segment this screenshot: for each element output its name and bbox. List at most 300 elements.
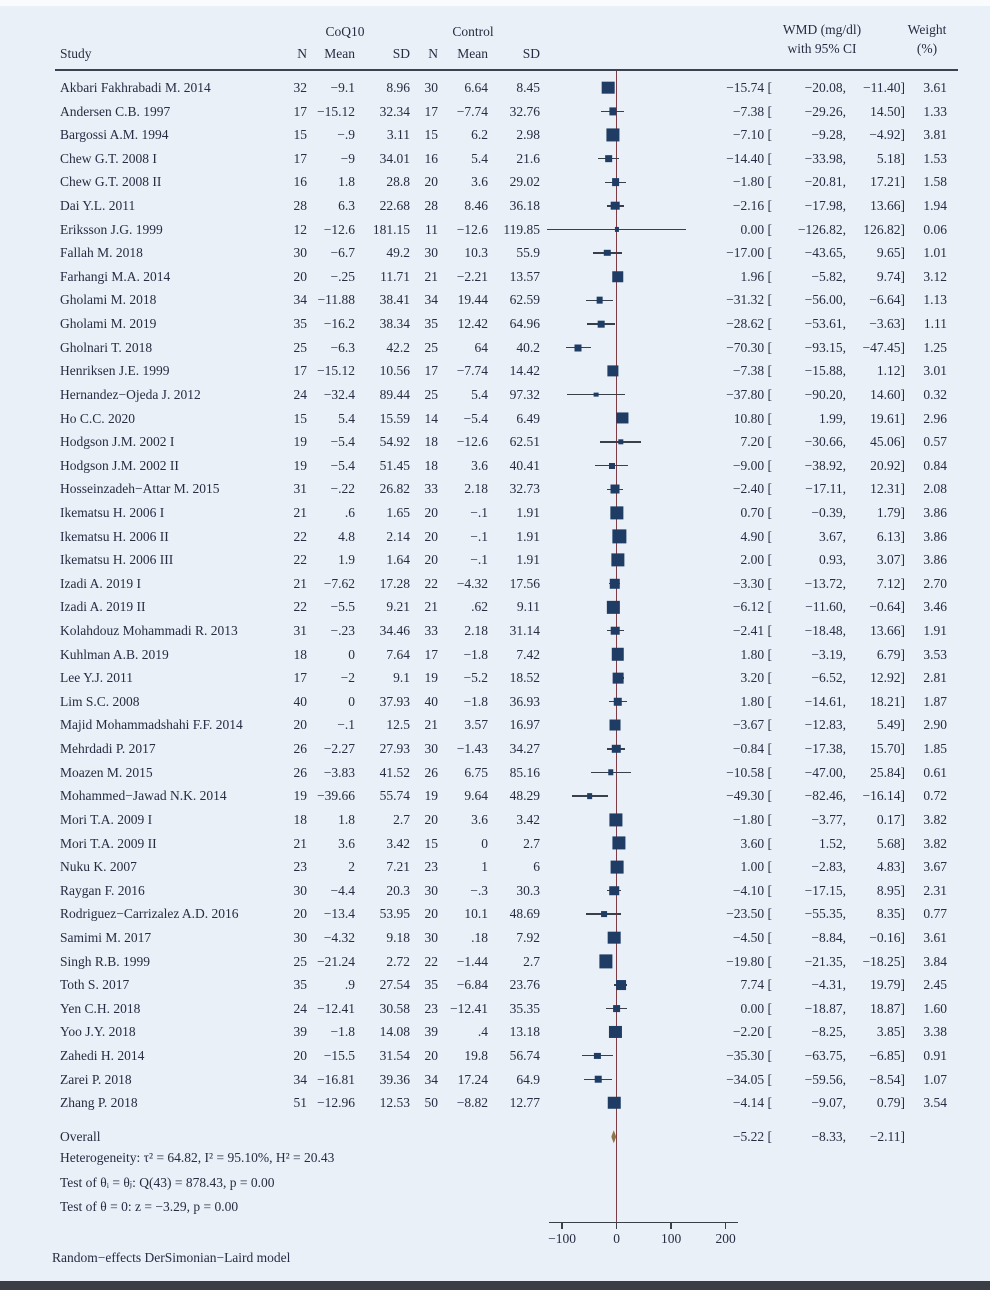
heterogeneity-stats: Heterogeneity: τ² = 64.82, I² = 95.10%, H² = 20.43	[60, 1150, 335, 1165]
coq10-sd: 2.14	[386, 528, 410, 544]
wmd-ci-low: −15.88,	[804, 363, 846, 379]
wmd-estimate: 4.90 [	[740, 528, 772, 544]
table-row	[0, 902, 990, 926]
table-row	[0, 383, 990, 407]
control-sd: 2.98	[516, 127, 540, 143]
table-row	[0, 832, 990, 856]
control-mean: −1.44	[456, 953, 488, 969]
wmd-estimate: −15.74 [	[726, 80, 772, 95]
x-axis-tick-label: 0	[613, 1231, 620, 1246]
effect-square	[599, 955, 612, 968]
study-name: Yoo J.Y. 2018	[60, 1024, 136, 1040]
weight-value: 0.57	[923, 434, 947, 450]
wmd-estimate: −0.84 [	[732, 741, 772, 757]
wmd-estimate: −70.30 [	[726, 339, 772, 355]
group-header-control: Control	[452, 24, 494, 39]
coq10-n: 20	[293, 1047, 307, 1063]
wmd-estimate: 7.74 [	[740, 977, 772, 993]
control-n: 33	[424, 623, 438, 639]
coq10-mean: 1.8	[338, 174, 355, 190]
effect-square	[610, 886, 620, 896]
table-row	[0, 737, 990, 761]
effect-square	[609, 720, 620, 731]
coq10-n: 17	[293, 670, 307, 686]
coq10-n: 31	[293, 481, 307, 497]
wmd-ci-low: −17.15,	[804, 882, 846, 898]
coq10-n: 31	[293, 623, 307, 639]
x-axis-tick-label: −100	[548, 1231, 577, 1246]
group-header-coq10: CoQ10	[325, 24, 365, 39]
wmd-ci-low: −2.83,	[811, 859, 846, 875]
weight-value: 3.38	[923, 1024, 947, 1040]
weight-value: 3.46	[923, 599, 947, 615]
effect-square	[608, 1097, 620, 1109]
coq10-mean: −32.4	[323, 386, 355, 402]
coq10-sd: 54.92	[379, 434, 410, 450]
weight-value: 2.70	[923, 575, 947, 591]
coq10-sd: 34.46	[379, 623, 410, 639]
control-mean: −12.6	[456, 221, 488, 237]
control-sd: 9.11	[516, 599, 540, 615]
wmd-ci-high: 3.85]	[876, 1024, 905, 1040]
wmd-ci-high: 8.95]	[876, 882, 905, 898]
wmd-ci-high: −3.63]	[869, 316, 905, 332]
forest-plot-cell	[545, 265, 743, 289]
weight-value: 3.12	[923, 268, 947, 284]
wmd-ci-high: 12.31]	[870, 481, 905, 497]
coq10-mean: −2.27	[323, 741, 355, 757]
wmd-ci-high: 17.21]	[870, 174, 905, 190]
control-n: 50	[424, 1095, 438, 1111]
table-row	[0, 808, 990, 832]
effect-square	[609, 813, 622, 826]
coq10-mean: 5.4	[338, 410, 355, 426]
control-sd: 40.2	[516, 339, 540, 355]
study-name: Gholami M. 2019	[60, 316, 157, 332]
forest-plot-cell	[545, 501, 743, 525]
wmd-ci-high: 19.61]	[870, 410, 905, 426]
wmd-ci-high: −0.64]	[869, 599, 905, 615]
table-row	[0, 761, 990, 785]
weight-value: 2.08	[923, 481, 947, 497]
wmd-ci-low: −17.38,	[804, 741, 846, 757]
coq10-n: 18	[293, 646, 307, 662]
effect-square	[611, 627, 620, 636]
weight-value: 1.91	[923, 623, 947, 639]
wmd-estimate: −14.40 [	[726, 150, 772, 166]
coq10-sd: 41.52	[379, 764, 410, 780]
control-n: 18	[424, 457, 438, 473]
wmd-estimate: −17.00 [	[726, 245, 772, 261]
forest-plot-cell	[545, 643, 743, 667]
effect-square	[612, 178, 620, 186]
wmd-estimate: −35.30 [	[726, 1047, 772, 1063]
coq10-mean: −.22	[330, 481, 355, 497]
coq10-n: 24	[293, 1000, 307, 1016]
control-n: 39	[424, 1024, 438, 1040]
column-header-control-mean: Mean	[457, 46, 488, 61]
study-name: Bargossi A.M. 1994	[60, 127, 169, 143]
coq10-sd: 15.59	[379, 410, 410, 426]
coq10-mean: 2	[348, 859, 355, 875]
coq10-n: 21	[293, 575, 307, 591]
study-name: Ikematsu H. 2006 I	[60, 504, 165, 520]
coq10-mean: −5.5	[330, 599, 355, 615]
effect-square	[609, 1026, 621, 1038]
forest-plot-cell	[545, 383, 743, 407]
study-name: Kuhlman A.B. 2019	[60, 646, 169, 662]
forest-plot-cell	[545, 973, 743, 997]
effect-square	[598, 321, 605, 328]
control-n: 15	[424, 835, 438, 851]
forest-plot-cell	[545, 1068, 743, 1092]
wmd-ci-high: 8.35]	[876, 906, 905, 922]
control-n: 19	[424, 788, 438, 804]
coq10-mean: −.1	[337, 717, 355, 733]
weight-value: 1.53	[923, 150, 947, 166]
control-mean: 6.2	[471, 127, 488, 143]
table-row	[0, 288, 990, 312]
control-n: 14	[424, 410, 438, 426]
study-name: Raygan F. 2016	[60, 882, 145, 898]
weight-value: 0.77	[923, 906, 947, 922]
header-rule	[55, 69, 958, 71]
control-sd: 97.32	[509, 386, 540, 402]
coq10-n: 12	[293, 221, 307, 237]
coq10-sd: 12.53	[379, 1095, 410, 1111]
wmd-estimate: −4.14 [	[732, 1095, 772, 1111]
coq10-mean: −16.81	[317, 1071, 355, 1087]
effect-square	[615, 227, 619, 231]
control-sd: 30.3	[516, 882, 540, 898]
control-sd: 40.41	[509, 457, 540, 473]
weight-value: 1.85	[923, 741, 947, 757]
coq10-mean: 1.8	[338, 811, 355, 827]
wmd-estimate: −1.80 [	[732, 811, 772, 827]
control-n: 30	[424, 929, 438, 945]
forest-plot-cell	[545, 926, 743, 950]
coq10-sd: 34.01	[379, 150, 410, 166]
control-mean: −1.8	[463, 693, 488, 709]
wmd-ci-low: −13.72,	[804, 575, 846, 591]
control-mean: −4.32	[456, 575, 488, 591]
study-name: Eriksson J.G. 1999	[60, 221, 163, 237]
effect-square	[606, 128, 619, 141]
wmd-ci-low: 0.93,	[819, 552, 846, 568]
wmd-ci-high: 0.79]	[876, 1095, 905, 1111]
table-row	[0, 407, 990, 431]
control-mean: 8.46	[464, 198, 488, 214]
coq10-n: 34	[293, 292, 307, 308]
wmd-ci-low: −17.98,	[804, 198, 846, 214]
wmd-estimate: −4.50 [	[732, 929, 772, 945]
control-sd: 62.59	[509, 292, 540, 308]
coq10-mean: −11.88	[317, 292, 355, 308]
control-sd: 17.56	[509, 575, 540, 591]
weight-value: 3.01	[923, 363, 947, 379]
wmd-estimate: −1.80 [	[732, 174, 772, 190]
wmd-estimate: −31.32 [	[726, 292, 772, 308]
coq10-mean: −6.3	[330, 339, 355, 355]
wmd-ci-low: −33.98,	[804, 150, 846, 166]
table-row	[0, 950, 990, 974]
effect-square	[608, 931, 621, 944]
x-axis-tick-label: 200	[715, 1231, 736, 1246]
forest-plot-cell	[545, 997, 743, 1021]
forest-plot-cell	[545, 194, 743, 218]
table-row	[0, 170, 990, 194]
wmd-ci-high: 9.65]	[876, 245, 905, 261]
wmd-estimate: 0.00 [	[740, 221, 772, 237]
table-row	[0, 430, 990, 454]
effect-square	[594, 1053, 600, 1059]
column-header-control-sd: SD	[522, 46, 540, 61]
control-sd: 35.35	[509, 1000, 540, 1016]
control-n: 35	[424, 977, 438, 993]
study-name: Lim S.C. 2008	[60, 693, 140, 709]
study-name: Mori T.A. 2009 II	[60, 835, 157, 851]
coq10-n: 32	[293, 80, 307, 95]
effect-header-line2: with 95% CI	[787, 41, 857, 56]
control-sd: 1.91	[516, 504, 540, 520]
forest-plot-cell	[545, 950, 743, 974]
wmd-ci-low: −21.35,	[804, 953, 846, 969]
control-sd: 1.91	[516, 528, 540, 544]
wmd-estimate: −9.00 [	[732, 457, 772, 473]
control-sd: 32.76	[509, 103, 540, 119]
wmd-ci-low: −55.35,	[804, 906, 846, 922]
wmd-ci-low: −11.60,	[805, 599, 846, 615]
wmd-estimate: −19.80 [	[726, 953, 772, 969]
table-row	[0, 359, 990, 383]
control-mean: −.1	[470, 528, 488, 544]
table-row	[0, 713, 990, 737]
control-mean: −6.84	[456, 977, 488, 993]
wmd-ci-high: 5.18]	[876, 150, 905, 166]
wmd-estimate: 0.00 [	[740, 1000, 772, 1016]
wmd-estimate: 7.20 [	[740, 434, 772, 450]
control-n: 20	[424, 174, 438, 190]
wmd-ci-high: −4.92]	[869, 127, 905, 143]
weight-value: 3.84	[923, 953, 947, 969]
control-n: 25	[424, 339, 438, 355]
coq10-sd: 22.68	[379, 198, 410, 214]
wmd-ci-low: −12.83,	[804, 717, 846, 733]
wmd-ci-high: 14.60]	[870, 386, 905, 402]
top-edge-strip	[0, 0, 990, 6]
forest-plot-cell	[545, 808, 743, 832]
weight-value: 2.31	[923, 882, 947, 898]
forest-plot-cell	[545, 713, 743, 737]
effect-square	[610, 506, 623, 519]
forest-plot-cell	[545, 784, 743, 808]
wmd-estimate: 1.00 [	[740, 859, 772, 875]
coq10-sd: 2.72	[386, 953, 410, 969]
control-mean: −.3	[470, 882, 488, 898]
forest-plot-cell	[545, 832, 743, 856]
wmd-ci-low: −126.82,	[797, 221, 846, 237]
control-mean: 12.42	[457, 316, 488, 332]
study-name: Hernandez−Ojeda J. 2012	[60, 386, 201, 402]
weight-value: 1.13	[923, 292, 947, 308]
wmd-ci-low: −8.84,	[811, 929, 846, 945]
control-sd: 12.77	[509, 1095, 540, 1111]
coq10-mean: −13.4	[323, 906, 355, 922]
coq10-mean: 1.9	[338, 552, 355, 568]
control-n: 30	[424, 882, 438, 898]
coq10-n: 21	[293, 835, 307, 851]
control-sd: 48.29	[509, 788, 540, 804]
control-mean: .62	[471, 599, 488, 615]
coq10-sd: 2.7	[393, 811, 410, 827]
wmd-estimate: 1.96 [	[740, 268, 772, 284]
control-n: 23	[424, 1000, 438, 1016]
coq10-sd: 1.65	[386, 504, 410, 520]
coq10-sd: 30.58	[379, 1000, 410, 1016]
coq10-mean: −9.1	[330, 80, 355, 95]
coq10-sd: 39.36	[379, 1071, 410, 1087]
forest-plot-cell	[545, 312, 743, 336]
forest-plot-cell	[545, 879, 743, 903]
wmd-ci-low: −38.92,	[804, 457, 846, 473]
control-mean: 3.6	[471, 457, 488, 473]
study-name: Chew G.T. 2008 II	[60, 174, 162, 190]
control-mean: 5.4	[471, 150, 488, 166]
coq10-n: 24	[293, 386, 307, 402]
weight-value: 1.58	[923, 174, 947, 190]
control-mean: −1.43	[456, 741, 488, 757]
control-mean: −1.8	[463, 646, 488, 662]
weight-value: 0.06	[923, 221, 947, 237]
table-row	[0, 879, 990, 903]
coq10-n: 30	[293, 929, 307, 945]
coq10-mean: .9	[344, 977, 355, 993]
effect-square	[613, 530, 626, 543]
column-header-coq10-n: N	[297, 46, 307, 61]
wmd-ci-high: 19.79]	[870, 977, 905, 993]
wmd-ci-low: −82.46,	[804, 788, 846, 804]
coq10-sd: 7.21	[386, 859, 410, 875]
effect-square	[611, 861, 624, 874]
weight-value: 0.91	[923, 1047, 947, 1063]
wmd-ci-high: −16.14]	[862, 788, 905, 804]
forest-plot-cell	[545, 548, 743, 572]
study-name: Izadi A. 2019 I	[60, 575, 141, 591]
effect-square	[601, 911, 607, 917]
coq10-sd: 28.8	[386, 174, 410, 190]
control-sd: 64.96	[509, 316, 540, 332]
forest-plot-cell	[545, 737, 743, 761]
coq10-sd: 20.3	[386, 882, 410, 898]
wmd-ci-high: −11.40]	[863, 80, 905, 95]
coq10-n: 15	[293, 410, 307, 426]
forest-plot-cell	[545, 1091, 743, 1115]
coq10-sd: 181.15	[372, 221, 410, 237]
weight-value: 0.61	[923, 764, 947, 780]
control-sd: 62.51	[509, 434, 540, 450]
study-name: Fallah M. 2018	[60, 245, 143, 261]
study-name: Zhang P. 2018	[60, 1095, 138, 1111]
coq10-n: 22	[293, 552, 307, 568]
coq10-sd: 42.2	[386, 339, 410, 355]
study-name: Zarei P. 2018	[60, 1071, 132, 1087]
coq10-sd: 32.34	[379, 103, 410, 119]
effect-square	[602, 81, 615, 94]
wmd-ci-high: 0.17]	[876, 811, 905, 827]
wmd-ci-low: −90.20,	[804, 386, 846, 402]
table-row	[0, 123, 990, 147]
weight-header-line2: (%)	[916, 41, 938, 56]
coq10-mean: −5.4	[330, 457, 355, 473]
q-test-stats: Test of θᵢ = θⱼ: Q(43) = 878.43, p = 0.00	[60, 1175, 275, 1190]
table-row	[0, 218, 990, 242]
coq10-n: 51	[293, 1095, 307, 1111]
coq10-sd: 14.08	[379, 1024, 410, 1040]
forest-plot-cell	[545, 123, 743, 147]
weight-value: 2.90	[923, 717, 947, 733]
effect-square	[613, 1005, 621, 1013]
coq10-n: 19	[293, 457, 307, 473]
control-sd: 36.93	[509, 693, 540, 709]
weight-value: 3.53	[923, 646, 947, 662]
x-axis-tick	[670, 1222, 671, 1229]
wmd-ci-high: 5.68]	[876, 835, 905, 851]
wmd-ci-low: −6.52,	[811, 670, 846, 686]
wmd-ci-low: −3.19,	[811, 646, 846, 662]
table-row	[0, 241, 990, 265]
coq10-sd: 8.96	[386, 80, 410, 95]
coq10-mean: −.23	[330, 623, 355, 639]
control-mean: 64	[474, 339, 488, 355]
study-name: Farhangi M.A. 2014	[60, 268, 171, 284]
study-name: Kolahdouz Mohammadi R. 2013	[60, 623, 238, 639]
control-mean: 6.75	[464, 764, 488, 780]
control-n: 20	[424, 811, 438, 827]
weight-value: 1.01	[923, 245, 947, 261]
weight-value: 1.94	[923, 198, 947, 214]
control-n: 33	[424, 481, 438, 497]
control-mean: 1	[481, 859, 488, 875]
table-row	[0, 855, 990, 879]
coq10-sd: 55.74	[379, 788, 410, 804]
control-sd: 8.45	[516, 80, 540, 95]
effect-square	[605, 155, 613, 163]
wmd-ci-high: 12.92]	[870, 670, 905, 686]
coq10-n: 20	[293, 717, 307, 733]
wmd-ci-high: 14.50]	[870, 103, 905, 119]
control-sd: 6	[533, 859, 540, 875]
effect-square	[616, 980, 626, 990]
control-n: 21	[424, 268, 438, 284]
control-n: 23	[424, 859, 438, 875]
wmd-ci-high: 6.79]	[876, 646, 905, 662]
weight-value: 0.72	[923, 788, 947, 804]
x-axis-line	[549, 1222, 738, 1223]
control-mean: 2.18	[464, 623, 488, 639]
forest-plot-cell	[545, 76, 743, 100]
coq10-sd: 3.42	[386, 835, 410, 851]
coq10-n: 35	[293, 316, 307, 332]
wmd-estimate: 0.70 [	[740, 504, 772, 520]
table-row	[0, 1068, 990, 1092]
overall-plot-cell	[545, 1125, 743, 1149]
study-name: Hodgson J.M. 2002 II	[60, 457, 179, 473]
control-n: 28	[424, 198, 438, 214]
table-row	[0, 477, 990, 501]
coq10-mean: −6.7	[330, 245, 355, 261]
coq10-n: 15	[293, 127, 307, 143]
coq10-mean: .6	[344, 504, 355, 520]
